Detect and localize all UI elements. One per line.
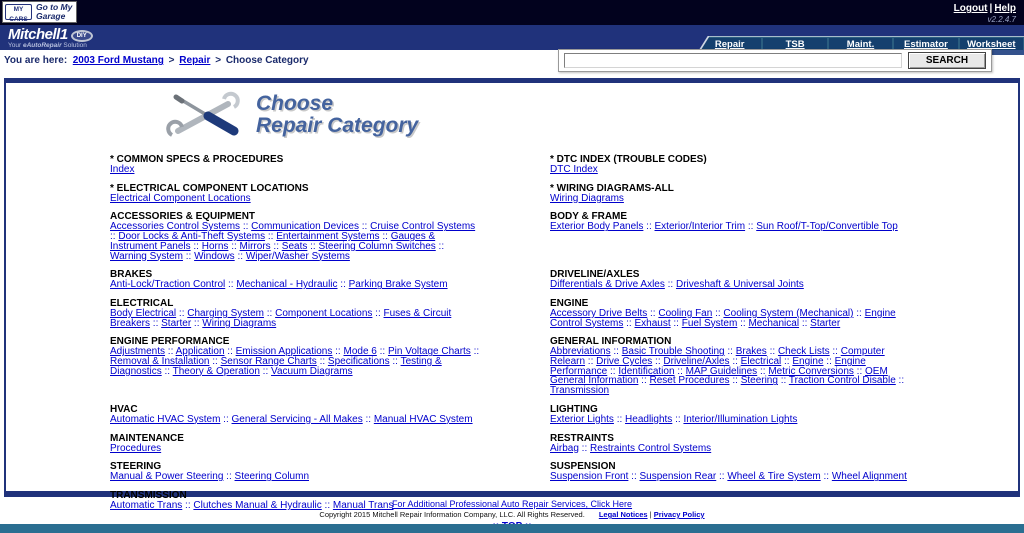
link-separator: :: (362, 413, 374, 425)
category-link[interactable]: Starter (810, 317, 841, 329)
link-separator: :: (823, 356, 835, 368)
category-link[interactable]: Automatic HVAC System (110, 413, 221, 425)
category-links (550, 472, 922, 482)
category-title: ELECTRICAL (110, 297, 174, 309)
my-cars-plate-label: MY CARS (9, 6, 28, 23)
link-separator: :: (737, 317, 749, 329)
category-link[interactable]: OEM General Information (550, 365, 888, 387)
link-separator: :: (853, 307, 865, 319)
category-link[interactable]: Sensor Range Charts (220, 356, 317, 368)
category-cell-left (110, 184, 550, 204)
link-separator: :: (607, 365, 619, 377)
category-cell-right (550, 299, 970, 328)
category-links (550, 444, 922, 454)
category-row (110, 184, 1018, 204)
category-link[interactable]: Mirrors (239, 240, 271, 252)
category-link[interactable]: Wiper/Washer Systems (245, 250, 350, 262)
category-link[interactable]: Procedures (110, 442, 162, 454)
category-link[interactable]: Cooling System (Mechanical) (723, 307, 854, 319)
top-bar (0, 0, 1024, 25)
category-link[interactable]: Warning System (110, 250, 183, 262)
category-link[interactable]: Pin Voltage Charts (387, 346, 471, 358)
category-link[interactable]: Application (175, 346, 225, 358)
category-link[interactable]: Parking Brake System (348, 279, 448, 291)
nav-tab-bar (697, 36, 1024, 50)
category-link[interactable]: Cruise Control Systems (370, 221, 476, 233)
search-input[interactable] (564, 53, 902, 68)
tab-label: Maint. (846, 38, 875, 50)
category-link[interactable]: Engine Performance (550, 356, 866, 377)
link-separator: :: (110, 231, 119, 243)
category-link[interactable]: Windows (194, 250, 235, 262)
category-link[interactable]: Manual & Power Steering (110, 471, 224, 483)
category-cell-left (110, 337, 550, 396)
link-separator: :: (234, 250, 246, 262)
category-link[interactable]: Steering (740, 375, 778, 387)
category-links (110, 165, 482, 175)
link-separator: :: (191, 317, 203, 329)
category-link[interactable]: Suspension Rear (639, 471, 717, 483)
category-links (110, 347, 482, 376)
category-links (550, 415, 922, 425)
category-link[interactable]: Index (110, 164, 135, 175)
category-link[interactable]: Entertainment Systems (276, 231, 380, 243)
go-to-my-garage-label: Go to My Garage (36, 2, 73, 21)
link-separator: :: (316, 356, 328, 368)
category-link[interactable]: Anti-Lock/Traction Control (110, 279, 226, 291)
my-cars-plate-icon (5, 4, 32, 23)
category-cell-left (110, 212, 550, 261)
footer-copyright-line (0, 510, 1024, 519)
link-separator: :: (729, 375, 741, 387)
category-link[interactable]: Drive Cycles (596, 356, 653, 368)
link-separator: :: (332, 346, 344, 358)
link-separator: :: (643, 221, 655, 233)
copyright-text: Copyright 2015 Mitchell Repair Information Company, LLC. All Rights Reserved. (319, 510, 585, 519)
link-separator: :: (470, 346, 480, 358)
category-cell-right (550, 212, 970, 261)
mitchell1-logo[interactable] (8, 26, 93, 49)
category-link[interactable]: Engine Control Systems (550, 307, 896, 329)
link-separator: :: (270, 240, 282, 252)
category-cell-right (550, 462, 970, 482)
category-title: ENGINE (550, 297, 589, 309)
category-title: BRAKES (110, 269, 153, 281)
category-link[interactable]: Door Locks & Anti-Theft Systems (118, 231, 266, 243)
link-separator: :: (161, 365, 173, 377)
category-links (110, 444, 482, 454)
link-separator: :: (670, 317, 682, 329)
category-title: ACCESSORIES & EQUIPMENT (110, 211, 256, 223)
category-link[interactable]: Charging System (187, 307, 264, 319)
category-link[interactable]: Driveline/Axles (663, 356, 730, 368)
search-container (558, 49, 992, 72)
link-separator: :: (150, 317, 162, 329)
link-separator: :: (176, 307, 188, 319)
link-separator: :: (220, 413, 232, 425)
search-button[interactable]: SEARCH (908, 52, 986, 69)
category-title: LIGHTING (550, 403, 598, 415)
category-link[interactable]: Manual Trans (332, 499, 394, 511)
crossed-tools-icon (164, 91, 246, 139)
category-link[interactable]: Testing & Diagnostics (110, 356, 442, 377)
category-link[interactable]: Seats (281, 240, 308, 252)
category-link[interactable]: Exterior Body Panels (550, 221, 644, 233)
category-link[interactable]: Interior/Illumination Lights (683, 413, 798, 425)
link-separator: :: (389, 356, 401, 368)
category-row (110, 270, 1018, 290)
category-links (110, 309, 482, 328)
category-link[interactable]: Computer Relearn (550, 346, 885, 368)
category-title: STEERING (110, 461, 162, 473)
link-separator: :: (190, 240, 202, 252)
category-title: ENGINE PERFORMANCE (110, 336, 230, 348)
category-title: * WIRING DIAGRAMS-ALL (550, 182, 674, 194)
category-link[interactable]: Airbag (550, 442, 579, 454)
category-link[interactable]: Identification (618, 365, 675, 377)
session-links (954, 3, 1016, 24)
category-row (110, 299, 1018, 328)
category-links (550, 347, 922, 396)
page-title: Choose Repair Category (256, 92, 419, 137)
link-separator: :: (321, 499, 333, 511)
link-separator: :: (781, 356, 793, 368)
link-separator: :: (623, 317, 635, 329)
category-link[interactable]: Wheel & Tire System (727, 471, 821, 483)
category-link[interactable]: Theory & Operation (172, 365, 260, 377)
category-links (550, 222, 922, 232)
link-separator: :: (263, 307, 276, 319)
link-separator: :: (223, 471, 235, 483)
category-title: * DTC INDEX (TROUBLE CODES) (550, 154, 707, 165)
category-link[interactable]: Transmission (550, 385, 610, 397)
category-link[interactable]: Reset Procedures (649, 375, 730, 387)
category-title: SUSPENSION (550, 461, 616, 473)
category-link[interactable]: Steering Column (234, 471, 310, 483)
category-link[interactable]: DTC Index (550, 164, 598, 175)
logout-link[interactable]: Logout (953, 3, 988, 14)
category-cell-left (110, 155, 550, 175)
link-separator: :: (337, 279, 349, 291)
category-links (550, 280, 922, 290)
category-link[interactable]: Traction Control Disable (788, 375, 896, 387)
category-link[interactable]: Basic Trouble Shooting (621, 346, 725, 358)
breadcrumb-repair-link[interactable]: Repair (179, 55, 211, 66)
category-link[interactable]: Emission Applications (235, 346, 333, 358)
category-title: DRIVELINE/AXLES (550, 269, 640, 281)
category-cell-right (550, 184, 970, 204)
version-label: v2.2.4.7 (987, 15, 1016, 24)
category-links (110, 415, 482, 425)
go-to-my-garage-button[interactable] (2, 1, 77, 23)
link-separator: :: (435, 240, 445, 252)
link-separator: :: (652, 356, 664, 368)
category-links (550, 309, 922, 328)
link-separator: :: (664, 279, 676, 291)
category-title: TRANSMISSION (110, 489, 187, 501)
category-link[interactable]: Mechanical - Hydraulic (236, 279, 338, 291)
category-link[interactable]: Exhaust (634, 317, 671, 329)
link-separator: :: (610, 346, 622, 358)
category-link[interactable]: General Servicing - All Makes (231, 413, 363, 425)
link-separator: :: (224, 346, 236, 358)
category-link[interactable]: Automatic Trans (110, 499, 183, 511)
link-separator: :: (757, 365, 769, 377)
category-grid (110, 155, 1018, 511)
category-title: RESTRAINTS (550, 432, 614, 444)
category-link[interactable]: Accessory Drive Belts (550, 307, 648, 319)
category-link[interactable]: Component Locations (275, 307, 373, 319)
privacy-policy-link[interactable]: Privacy Policy (653, 510, 705, 519)
category-link[interactable]: Gauges & Instrument Panels (110, 231, 436, 252)
category-link[interactable]: Cooling Fan (658, 307, 713, 319)
category-link[interactable]: Differentials & Drive Axles (550, 279, 665, 291)
legal-notices-link[interactable]: Legal Notices (598, 510, 648, 519)
category-link[interactable]: Manual HVAC System (373, 413, 473, 425)
category-title: MAINTENANCE (110, 432, 184, 444)
category-links (550, 165, 922, 175)
link-separator: :: (265, 231, 277, 243)
category-link[interactable]: Mechanical (748, 317, 800, 329)
link-separator: :: (182, 499, 194, 511)
tab-label: Worksheet (967, 38, 1016, 50)
category-link[interactable]: Accessories Control Systems (110, 221, 241, 233)
category-link[interactable]: Mode 6 (343, 346, 377, 358)
link-separator: :: (307, 240, 319, 252)
category-link[interactable]: Clutches Manual & Hydraulic (193, 499, 322, 511)
help-link[interactable]: Help (994, 3, 1016, 14)
diy-badge: DIY (71, 30, 93, 42)
link-separator: :: (182, 250, 195, 262)
mitchell1-logo-text: Mitchell1 (8, 26, 68, 43)
link-separator: :: (613, 413, 626, 425)
category-link[interactable]: Removal & Installation (110, 356, 210, 368)
link-separator: :: (578, 442, 591, 454)
category-link[interactable]: Wiring Diagrams (550, 192, 624, 204)
link-separator: :: (716, 471, 728, 483)
brand-tagline: Your eAutoRepair Solution (8, 42, 87, 49)
category-cell-left (110, 270, 550, 290)
category-title: GENERAL INFORMATION (550, 336, 672, 348)
link-separator: :: (724, 346, 736, 358)
link-separator: :: (165, 346, 176, 358)
category-link[interactable]: Starter (161, 317, 192, 329)
breadcrumb-prefix: You are here: (4, 55, 68, 66)
category-link[interactable]: Abbreviations (550, 346, 611, 358)
category-cell-right (550, 337, 970, 396)
category-cell-right (550, 155, 970, 175)
link-separator: :: (359, 221, 371, 233)
category-row (110, 155, 1018, 175)
category-links (110, 280, 482, 290)
link-separator: :: (585, 356, 597, 368)
category-link[interactable]: MAP Guidelines (685, 365, 758, 377)
link-separator: :: (766, 346, 778, 358)
category-link[interactable]: Headlights (625, 413, 673, 425)
category-link[interactable]: Suspension Front (550, 471, 629, 483)
footer-link-divider: | (649, 510, 652, 519)
category-link[interactable]: Restraints Control Systems (590, 442, 712, 454)
link-separator: :: (209, 356, 221, 368)
link-separator: :: (777, 375, 789, 387)
tab-label: TSB (785, 38, 805, 50)
category-link[interactable]: Driveshaft & Universal Joints (675, 279, 804, 291)
category-links (110, 222, 482, 261)
category-row (110, 212, 1018, 261)
category-link[interactable]: Check Lists (777, 346, 830, 358)
category-cell-left (110, 405, 550, 425)
link-separator: :: (745, 221, 757, 233)
link-separator: :: (225, 279, 237, 291)
category-cell-left (110, 462, 550, 482)
category-cell-left (110, 299, 550, 328)
category-links (550, 194, 922, 204)
link-separator: :: (712, 307, 724, 319)
category-row (110, 462, 1018, 482)
category-link[interactable]: Sun Roof/T-Top/Convertible Top (756, 221, 898, 233)
link-separator: :: (672, 413, 684, 425)
breadcrumb-separator: > (168, 55, 175, 66)
link-separator: :: (647, 307, 659, 319)
category-link[interactable]: Steering Column Switches (318, 240, 436, 252)
link-separator: :: (638, 375, 650, 387)
link-separator: :: (895, 375, 905, 387)
category-link[interactable]: Brakes (735, 346, 767, 358)
category-link[interactable]: Horns (201, 240, 229, 252)
category-link[interactable]: Wheel Alignment (831, 471, 907, 483)
category-links (110, 194, 482, 204)
category-link[interactable]: Wiring Diagrams (202, 317, 277, 329)
link-separator: :: (674, 365, 686, 377)
breadcrumb-vehicle-link[interactable]: 2003 Ford Mustang (72, 55, 164, 66)
category-link[interactable]: Electrical Component Locations (110, 192, 251, 204)
link-divider: | (989, 3, 993, 14)
category-link[interactable]: Communication Devices (251, 221, 359, 233)
category-link[interactable]: Body Electrical (110, 307, 177, 319)
category-title: * ELECTRICAL COMPONENT LOCATIONS (110, 182, 309, 194)
category-link[interactable]: Fuel System (681, 317, 738, 329)
category-link[interactable]: Vacuum Diagrams (271, 365, 353, 377)
category-link[interactable]: Specifications (327, 356, 390, 368)
page-header (164, 91, 1018, 141)
link-separator: :: (228, 240, 240, 252)
link-separator: :: (628, 471, 640, 483)
category-cell-right (550, 405, 970, 425)
category-title: HVAC (110, 403, 138, 415)
category-link[interactable]: Metric Conversions (768, 365, 854, 377)
breadcrumb-separator: > (215, 55, 222, 66)
category-cell-left (110, 434, 550, 454)
category-link[interactable]: Exterior/Interior Trim (654, 221, 746, 233)
link-separator: :: (240, 221, 252, 233)
link-separator: :: (829, 346, 841, 358)
tab-label: Repair (714, 38, 745, 50)
category-row (110, 434, 1018, 454)
category-link[interactable]: Adjustments (110, 346, 166, 358)
link-separator: :: (259, 365, 272, 377)
category-row (110, 337, 1018, 396)
category-title: BODY & FRAME (550, 211, 628, 223)
category-link[interactable]: Electrical (740, 356, 782, 368)
link-separator: :: (853, 365, 866, 377)
category-link[interactable]: Exterior Lights (550, 413, 614, 425)
link-separator: :: (379, 231, 391, 243)
category-link[interactable]: Engine (792, 356, 824, 368)
category-links (110, 472, 482, 482)
breadcrumb-current: Choose Category (225, 55, 309, 66)
footer-promo-link[interactable]: For Additional Professional Auto Repair Services, Click Here (391, 499, 633, 509)
link-separator: :: (820, 471, 832, 483)
link-separator: :: (799, 317, 811, 329)
tab-label: Estimator (904, 38, 948, 50)
category-row (110, 405, 1018, 425)
link-separator: :: (729, 356, 741, 368)
category-cell-right (550, 270, 970, 290)
link-separator: :: (372, 307, 384, 319)
bottom-strip (0, 524, 1024, 533)
category-cell-right (550, 434, 970, 454)
category-title: * COMMON SPECS & PROCEDURES (110, 154, 284, 165)
category-link[interactable]: Fuses & Circuit Breakers (110, 307, 452, 329)
link-separator: :: (376, 346, 388, 358)
